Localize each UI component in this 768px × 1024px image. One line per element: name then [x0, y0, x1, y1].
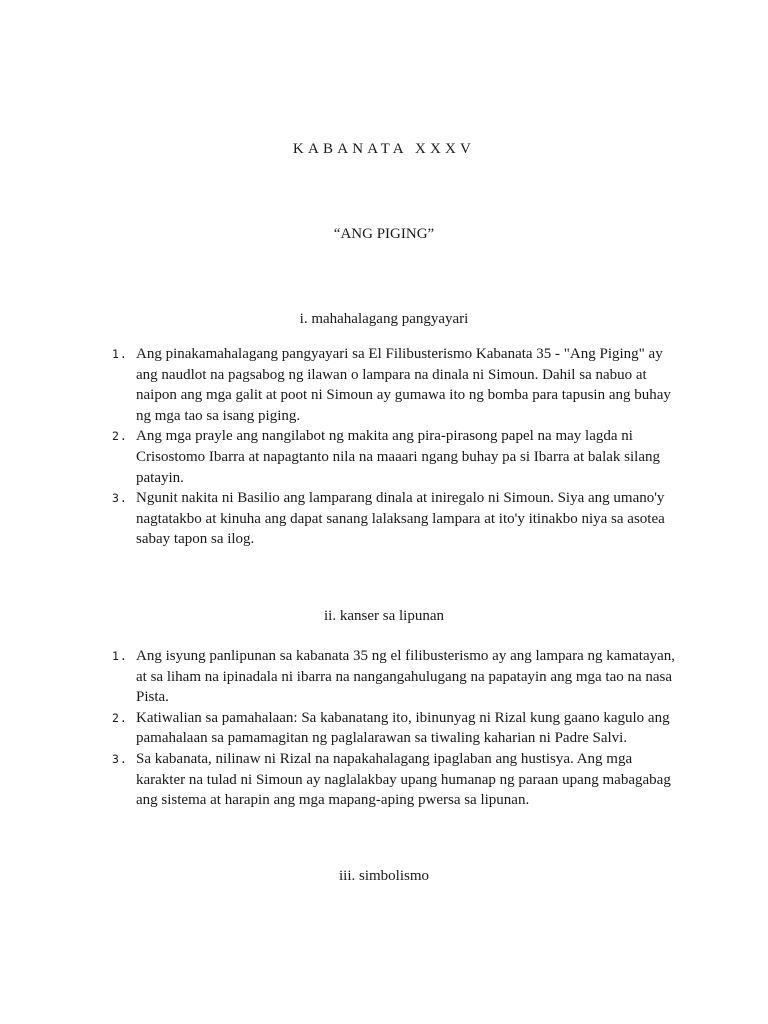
list-item-text: Sa kabanata, nilinaw ni Rizal na napakahalagang ipaglaban ang hustisya. Ang mga karakter na tulad ni Simoun ay naglalakbay upang humanap ng paraan upang mabagabag ang sistema at harapin ang mga mapang-aping pwersa sa lipunan.	[136, 750, 671, 809]
list-item	[104, 708, 684, 749]
list-item	[104, 488, 684, 550]
list-item	[104, 749, 684, 811]
section-heading-mahahalagang-pangyayari: i. mahahalagang pangyayari	[299, 311, 469, 327]
list-item	[104, 426, 684, 488]
section-heading-kanser-sa-lipunan: ii. kanser sa lipunan	[324, 608, 444, 624]
list-item-number: 3.	[112, 491, 128, 506]
list-item-number: 2.	[112, 429, 128, 444]
list-mahahalagang-pangyayari	[104, 344, 684, 550]
chapter-title: KABANATA XXXV	[292, 141, 476, 157]
list-kanser-sa-lipunan	[104, 646, 684, 811]
list-item-text: Ang mga prayle ang nangilabot ng makita ang pira-pirasong papel na may lagda ni Crisostomo Ibarra at napagtanto nila na maaari ngang buhay pa si Ibarra at balak silang patayin.	[136, 428, 660, 486]
list-item-number: 1.	[112, 347, 128, 361]
section-heading-simbolismo: iii. simbolismo	[338, 868, 429, 884]
list-item-text: Ang pinakamahalagang pangyayari sa El Filibusterismo Kabanata 35 - "Ang Piging" ay ang naudlot na pagsabog ng ilawan o lampara na dinala ni Simoun. Dahil sa nabuo at naipon ang mga galit at poot ni Simoun ay gumawa ito ng bomba para tapusin ang buhay ng mga tao sa isang piging.	[136, 346, 671, 424]
list-item	[104, 344, 684, 426]
list-item-text: Ang isyung panlipunan sa kabanata 35 ng el filibusterismo ay ang lampara ng kamatayan, at sa liham na ipinadala ni ibarra na nangangahulugang na papatayin ang mga tao na nasa Pista.	[136, 648, 676, 706]
chapter-subtitle: “ANG PIGING”	[333, 226, 435, 242]
list-item-number: 3.	[112, 751, 128, 766]
list-item-number: 2.	[112, 710, 128, 725]
list-item-text: Ngunit nakita ni Basilio ang lamparang dinala at iniregalo ni Simoun. Siya ang umano'y nagtatakbo at kinuha ang dapat sanang lalaksang lampara at ito'y itinakbo niya sa asotea sabay tapon sa ilog.	[136, 490, 665, 548]
list-item-number: 1.	[112, 649, 128, 663]
list-item	[104, 646, 684, 708]
list-item-text: Katiwalian sa pamahalaan: Sa kabanatang ito, ibinunyag ni Rizal kung gaano kagulo ang pamahalaan sa pamamagitan ng paglalarawan sa tiwaling kaharian ni Padre Salvi.	[136, 709, 670, 747]
